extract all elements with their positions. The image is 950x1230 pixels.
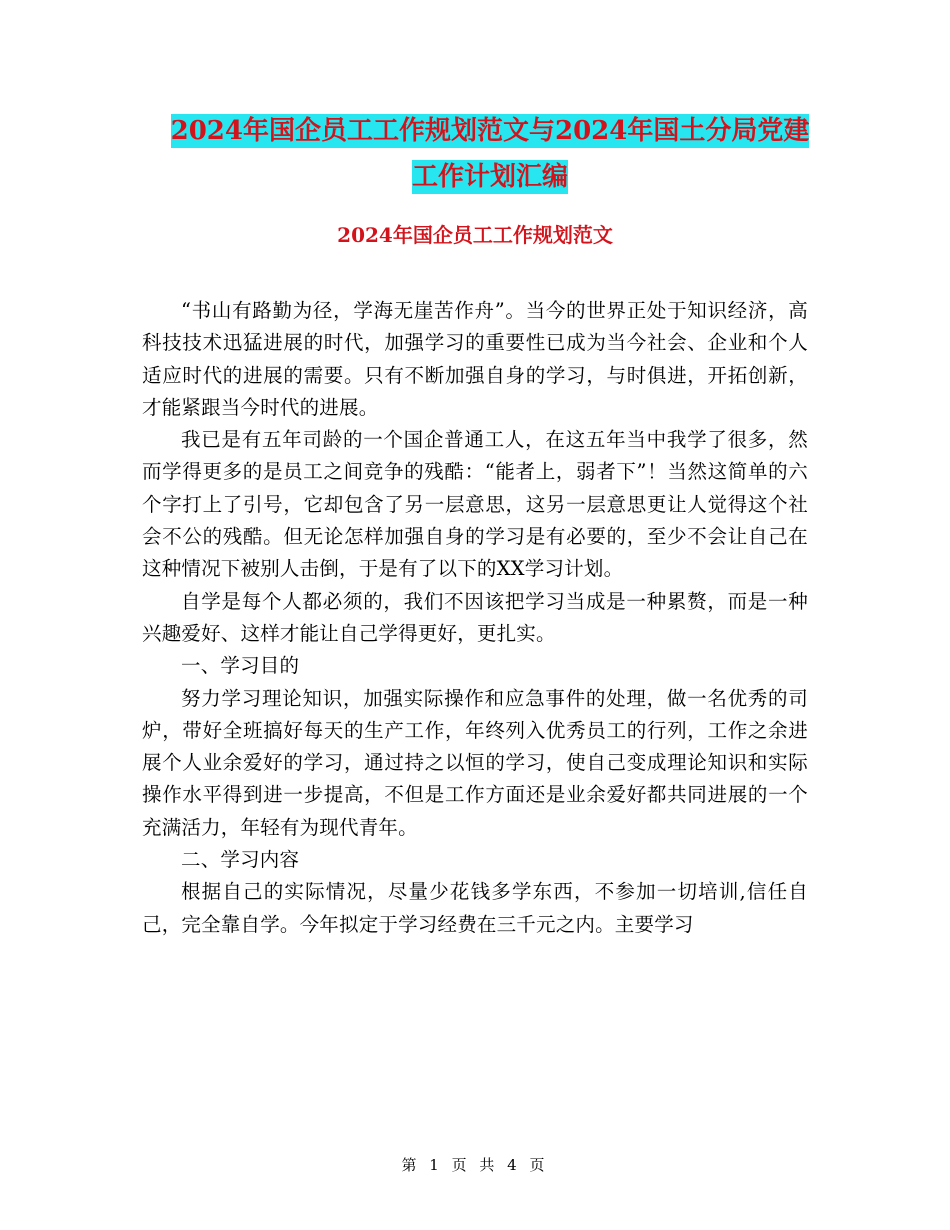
paragraph: “书山有路勤为径，学海无崖苦作舟”。当今的世界正处于知识经济，高科技技术迅猛进展的时代，加强学习的重要性已成为当今社会、企业和个人适应时代的进展的需要。只有不断加强自身的学习，与时俱进，开拓创新，才能紧跟当今时代的进展。 bbox=[142, 299, 808, 419]
paragraph: 自学是每个人都必须的，我们不因该把学习当成是一种累赘，而是一种兴趣爱好、这样才能让自己学得更好，更扎实。 bbox=[142, 589, 808, 645]
subheading-purpose: 一、学习目的 bbox=[181, 654, 300, 678]
subheading-content: 二、学习内容 bbox=[181, 848, 300, 872]
paragraph: 努力学习理论知识，加强实际操作和应急事件的处理，做一名优秀的司炉，带好全班搞好每天的生产工作，年终列入优秀员工的行列，工作之余进展个人业余爱好的学习，通过持之以恒的学习，使自己变成理论知识和实际操作水平得到进一步提高，不但是工作方面还是业余爱好都共同进展的一个充满活力，年轻有为现代青年。 bbox=[142, 686, 808, 839]
paragraph: 根据自己的实际情况，尽量少花钱多学东西，不参加一切培训,信任自己，完全靠自学。今年拟定于学习经费在三千元之内。主要学习 bbox=[142, 880, 808, 936]
paragraph: 我已是有五年司龄的一个国企普通工人，在这五年当中我学了很多，然而学得更多的是员工之间竞争的残酷：“能者上，弱者下”！当然这简单的六个字打上了引号，它却包含了另一层意思，这另一层意思更让人觉得这个社会不公的残酷。但无论怎样加强自身的学习是有必要的，至少不会让自己在这种情况下被别人击倒，于是有了以下的XX学习计划。 bbox=[142, 428, 808, 581]
section-title: 2024年国企员工工作规划范文 bbox=[337, 223, 613, 247]
document-title-line-1: 2024年国企员工工作规划范文与2024年国土分局党建 bbox=[170, 116, 810, 146]
document-title bbox=[140, 108, 840, 200]
document-body bbox=[142, 295, 808, 941]
page-footer: 第 1 页 共 4 页 bbox=[401, 1156, 549, 1174]
document-title-line-2: 工作计划汇编 bbox=[411, 162, 568, 192]
